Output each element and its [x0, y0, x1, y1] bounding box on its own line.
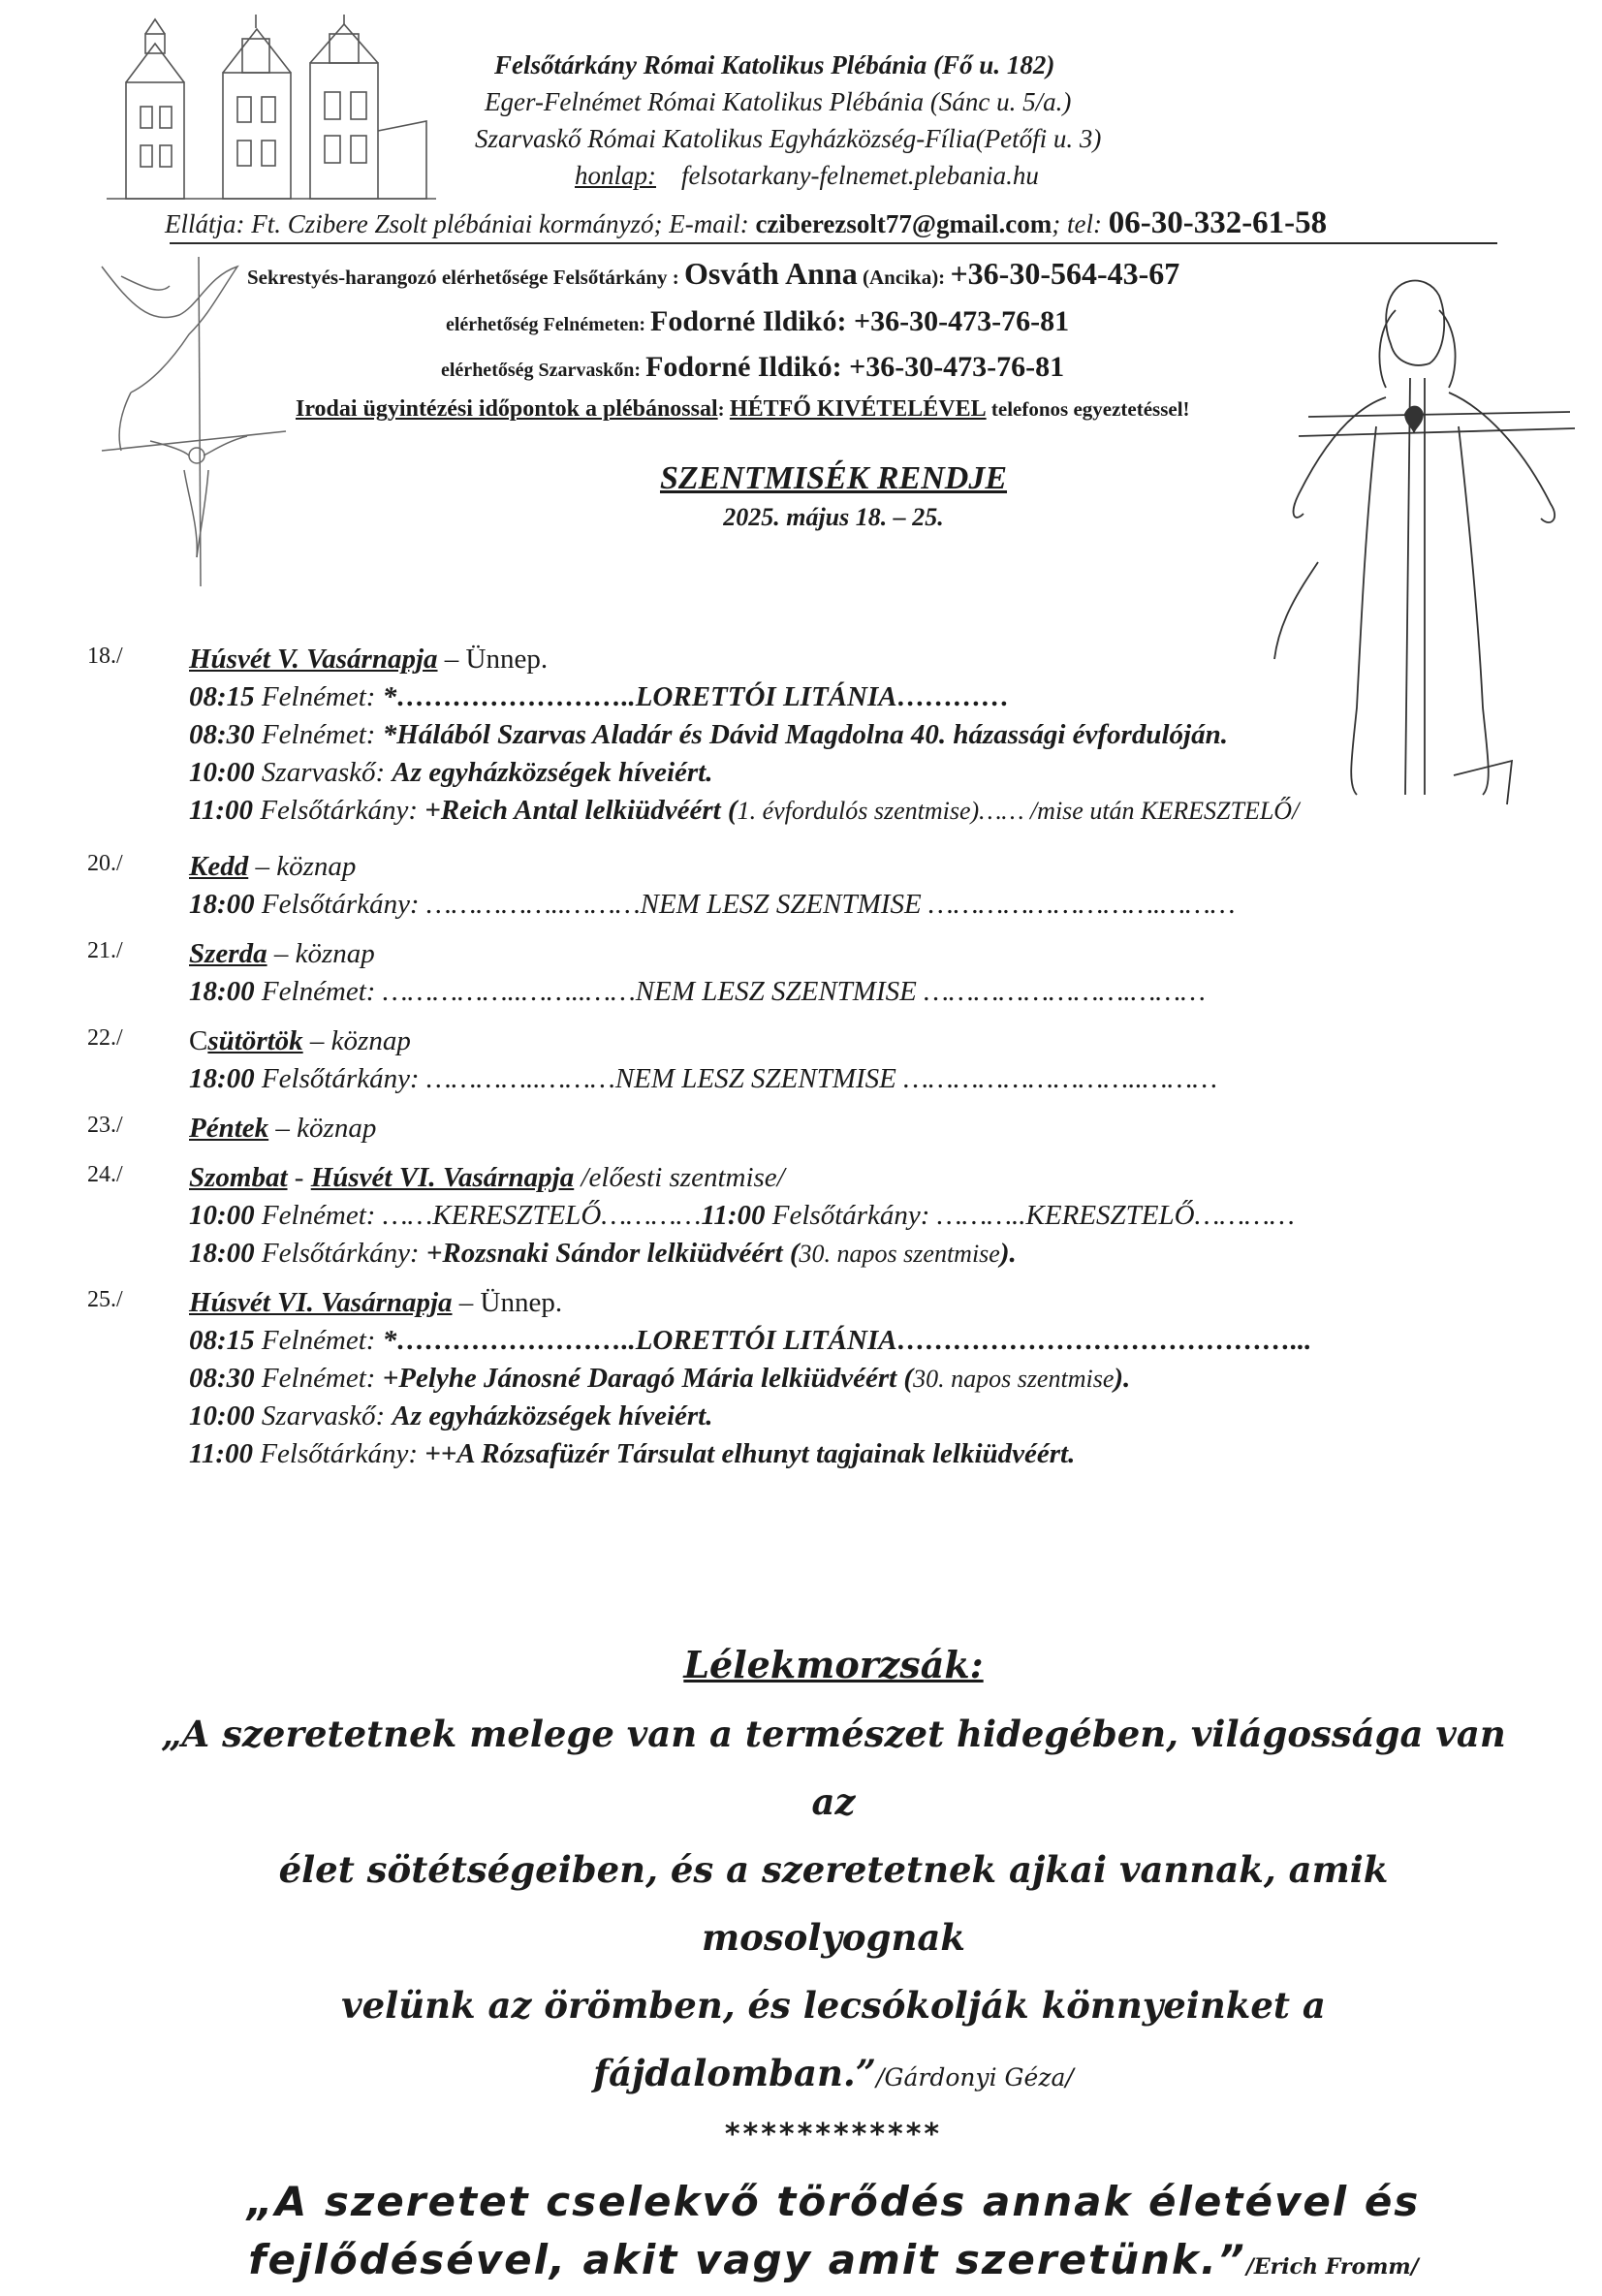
day-name: Húsvét V. Vasárnapja — [189, 644, 438, 675]
mass-entry — [189, 1398, 1599, 1435]
mass-entry — [189, 678, 1599, 716]
day-25 — [87, 1283, 1599, 1473]
day-23 — [87, 1109, 1599, 1148]
day-heading — [189, 1158, 1599, 1197]
church-illustration — [107, 15, 436, 208]
administrator-line — [165, 205, 1522, 241]
mass-time: 08:30 — [189, 719, 255, 750]
sacristan-name: Osváth Anna — [684, 256, 858, 291]
day-rank: – köznap — [267, 938, 375, 969]
mass-location: Felnémet: — [254, 1363, 383, 1394]
mass-entry — [189, 1322, 1599, 1360]
quote-fromm — [145, 2173, 1522, 2296]
mass-time: 11:00 — [701, 1200, 766, 1231]
mass-note: 30. napos szentmise — [799, 1240, 1000, 1268]
schedule-title — [611, 458, 1056, 536]
day-number: 20./ — [87, 851, 123, 876]
mass-note: 1. évfordulós szentmise) — [737, 797, 980, 825]
mass-location: Felsőtárkány: — [765, 1200, 937, 1231]
mass-intention: *……………………..LORETTÓI LITÁNIA……………………………………... — [382, 1325, 1312, 1356]
mass-location: Felsőtárkány: — [253, 1438, 425, 1469]
mass-entry — [189, 716, 1599, 754]
mass-intention: ++A Rózsafüzér Társulat elhunyt tagjainak lelkiüdvéért. — [424, 1438, 1076, 1469]
administrator-phone: 06-30-332-61-58 — [1108, 205, 1328, 240]
mass-entry — [189, 1197, 1599, 1235]
day-number: 22./ — [87, 1025, 123, 1051]
contact-block — [247, 250, 1410, 426]
mass-location: Felnémet: — [254, 719, 383, 750]
date-range: 2025. május 18. – 25. — [723, 503, 944, 531]
mass-entry — [189, 1060, 1599, 1098]
day-name: Szerda — [189, 938, 267, 969]
mass-time: 10:00 — [189, 757, 255, 788]
day-name: Szombat — [189, 1162, 288, 1193]
day-separator: - — [287, 1162, 311, 1193]
mass-location: Felsőtárkány: — [254, 1238, 426, 1269]
sacristan-phone: +36-30-564-43-67 — [950, 256, 1180, 291]
day-number: 23./ — [87, 1113, 123, 1138]
mass-status: ………..KERESZTELŐ………… — [936, 1200, 1295, 1231]
mass-location: Felnémet: — [254, 1325, 383, 1356]
mass-location: Felsőtárkány: — [254, 889, 426, 920]
day-name: Kedd — [189, 851, 249, 882]
quotes-title: Lélekmorzsák: — [683, 1643, 984, 1686]
day-rank: – Ünnep. — [437, 644, 549, 675]
day-heading — [189, 847, 1599, 886]
mass-intention: *Hálából Szarvas Aladár és Dávid Magdolna 40. házassági évfordulóján. — [382, 719, 1228, 750]
office-hours-emphasis: HÉTFŐ KIVÉTELÉVEL — [729, 396, 987, 422]
quote-line: „A szeretetnek melege van a természet hidegében, világossága van az — [161, 1713, 1506, 1823]
quotes-section — [145, 1643, 1522, 2296]
day-name: Húsvét VI. Vasárnapja — [189, 1287, 453, 1318]
day-name: Péntek — [189, 1113, 269, 1144]
mass-entry — [189, 1435, 1599, 1473]
mass-intention: +Reich Antal lelkiüdvéért ( — [424, 795, 738, 826]
mass-location: Szarvaskő: — [254, 1400, 393, 1431]
quote-line-end: fejlődésével, akit vagy amit szeretünk.” — [248, 2236, 1246, 2283]
mass-entry — [189, 792, 1599, 830]
day-18 — [87, 640, 1599, 830]
quote-line: élet sötétségeiben, és a szeretetnek ajkai vannak, amik mosolyognak — [278, 1848, 1389, 1959]
homepage-url[interactable]: felsotarkany-felnemet.plebania.hu — [681, 161, 1039, 190]
day-heading — [189, 934, 1599, 973]
szarvasko-contact: Fodorné Ildikó: +36-30-473-76-81 — [645, 351, 1065, 383]
mass-intention: Az egyházközségek híveiért. — [392, 757, 713, 788]
mass-status: ……………..………NEM LESZ SZENTMISE ……………………….……… — [425, 889, 1236, 920]
quote-author: /Erich Fromm/ — [1245, 2254, 1419, 2280]
mass-entry — [189, 886, 1599, 924]
mass-location: Felnémet: — [254, 681, 383, 712]
header-divider — [170, 242, 1497, 244]
tel-label: ; tel: — [1052, 209, 1102, 238]
quote-line-last — [145, 2039, 1522, 2112]
day-heading — [189, 1022, 1599, 1060]
day-24 — [87, 1158, 1599, 1273]
stars-divider: ************ — [724, 2118, 943, 2152]
mass-time: 18:00 — [189, 889, 255, 920]
day-number: 21./ — [87, 938, 123, 963]
day-rank: – köznap — [302, 1025, 411, 1056]
mass-entry — [189, 1360, 1599, 1398]
day-name-feast: Húsvét VI. Vasárnapja — [310, 1162, 575, 1193]
day-rank: /előesti szentmise/ — [574, 1162, 785, 1193]
day-name-initial: C — [189, 1025, 208, 1056]
mass-intention: +Rozsnaki Sándor lelkiüdvéért ( — [425, 1238, 800, 1269]
felnemet-contact-label: elérhetőség Felnémeten: — [446, 314, 646, 335]
szarvasko-contact-label: elérhetőség Szarvaskőn: — [441, 360, 642, 381]
mass-intention: Az egyházközségek híveiért. — [392, 1400, 713, 1431]
mass-time: 08:30 — [189, 1363, 255, 1394]
sacristan-line — [247, 250, 1410, 300]
mass-schedule — [87, 640, 1599, 1484]
mass-time: 18:00 — [189, 1238, 255, 1269]
mass-location: Szarvaskő: — [254, 757, 393, 788]
homepage-line — [575, 157, 1463, 194]
mass-time: 10:00 — [189, 1200, 255, 1231]
day-22 — [87, 1022, 1599, 1098]
parish-line-felnemet: Eger-Felnémet Római Katolikus Plébánia (Sánc u. 5/a.) — [485, 87, 1072, 116]
mass-time: 18:00 — [189, 1063, 255, 1094]
mass-entry — [189, 1235, 1599, 1273]
administrator-email[interactable]: cziberezsolt77@gmail.com — [755, 209, 1052, 238]
mass-time: 18:00 — [189, 976, 255, 1007]
mass-status: ……KERESZTELŐ………… — [382, 1200, 702, 1231]
mass-status: ……………..……..……NEM LESZ SZENTMISE …………………….……… — [382, 976, 1206, 1007]
quote-gardonyi — [145, 1700, 1522, 2112]
mass-time: 11:00 — [189, 795, 254, 826]
mass-time: 10:00 — [189, 1400, 255, 1431]
homepage-label: honlap: — [575, 161, 656, 190]
parish-header — [475, 47, 1463, 194]
mass-intention-end: ). — [1114, 1363, 1131, 1394]
mass-intention: *……………………..LORETTÓI LITÁNIA………… — [382, 681, 1010, 712]
page-title: SZENTMISÉK RENDJE — [659, 460, 1008, 496]
mass-status: …………..………NEM LESZ SZENTMISE ………………………..……… — [425, 1063, 1218, 1094]
mass-location: Felsőtárkány: — [253, 795, 425, 826]
mass-intention-end: ). — [999, 1238, 1017, 1269]
day-heading — [189, 1109, 1599, 1148]
mass-location: Felnémet: — [254, 976, 383, 1007]
quote-author: /Gárdonyi Géza/ — [876, 2063, 1074, 2092]
mass-time: 11:00 — [189, 1438, 254, 1469]
day-heading — [189, 640, 1599, 678]
office-hours-line — [296, 392, 1410, 426]
szarvasko-contact-line — [441, 346, 1410, 392]
office-hours-label: Irodai ügyintézési időpontok a plébánossal — [296, 396, 718, 422]
mass-location: Felnémet: — [254, 1200, 383, 1231]
mass-time: 08:15 — [189, 1325, 255, 1356]
day-number: 18./ — [87, 644, 123, 669]
day-rank: – Ünnep. — [452, 1287, 563, 1318]
sacristan-label: Sekrestyés-harangozó elérhetősége Felsőtárkány : — [247, 266, 679, 289]
day-rank: – köznap — [268, 1113, 377, 1144]
sacristan-nick: (Ancika): — [863, 266, 946, 289]
mass-time: 08:15 — [189, 681, 255, 712]
mass-intention: +Pelyhe Jánosné Daragó Mária lelkiüdvéért ( — [382, 1363, 914, 1394]
day-number: 24./ — [87, 1162, 123, 1187]
parish-line-szarvasko: Szarvaskő Római Katolikus Egyházközség-Fília(Petőfi u. 3) — [475, 124, 1102, 153]
day-heading — [189, 1283, 1599, 1322]
day-name: sütörtök — [207, 1025, 303, 1056]
day-rank: – köznap — [248, 851, 357, 882]
felnemet-contact-line — [446, 300, 1410, 346]
quote-line-last — [145, 2231, 1522, 2296]
felnemet-contact: Fodorné Ildikó: +36-30-473-76-81 — [650, 305, 1070, 337]
office-hours-colon: : — [717, 397, 725, 421]
quote-line-end: fájdalomban.” — [593, 2052, 877, 2094]
quote-line: „A szeretet cselekvő törődés annak életével és — [246, 2178, 1421, 2225]
day-number: 25./ — [87, 1287, 123, 1312]
administrator-label: Ellátja: Ft. Czibere Zsolt plébániai kormányzó; E-mail: — [165, 209, 749, 238]
mass-location: Felsőtárkány: — [254, 1063, 426, 1094]
day-20 — [87, 847, 1599, 924]
parish-line-felsotarkany: Felsőtárkány Római Katolikus Plébánia (Fő u. 182) — [494, 50, 1055, 79]
mass-entry — [189, 754, 1599, 792]
mass-note: 30. napos szentmise — [913, 1365, 1115, 1393]
office-hours-rest: telefonos egyeztetéssel! — [990, 397, 1190, 421]
day-21 — [87, 934, 1599, 1011]
quote-line: velünk az örömben, és lecsókolják könnyeinket a — [341, 1984, 1326, 2027]
mass-after-note: …… /mise után KERESZTELŐ/ — [979, 797, 1300, 825]
mass-entry — [189, 973, 1599, 1011]
